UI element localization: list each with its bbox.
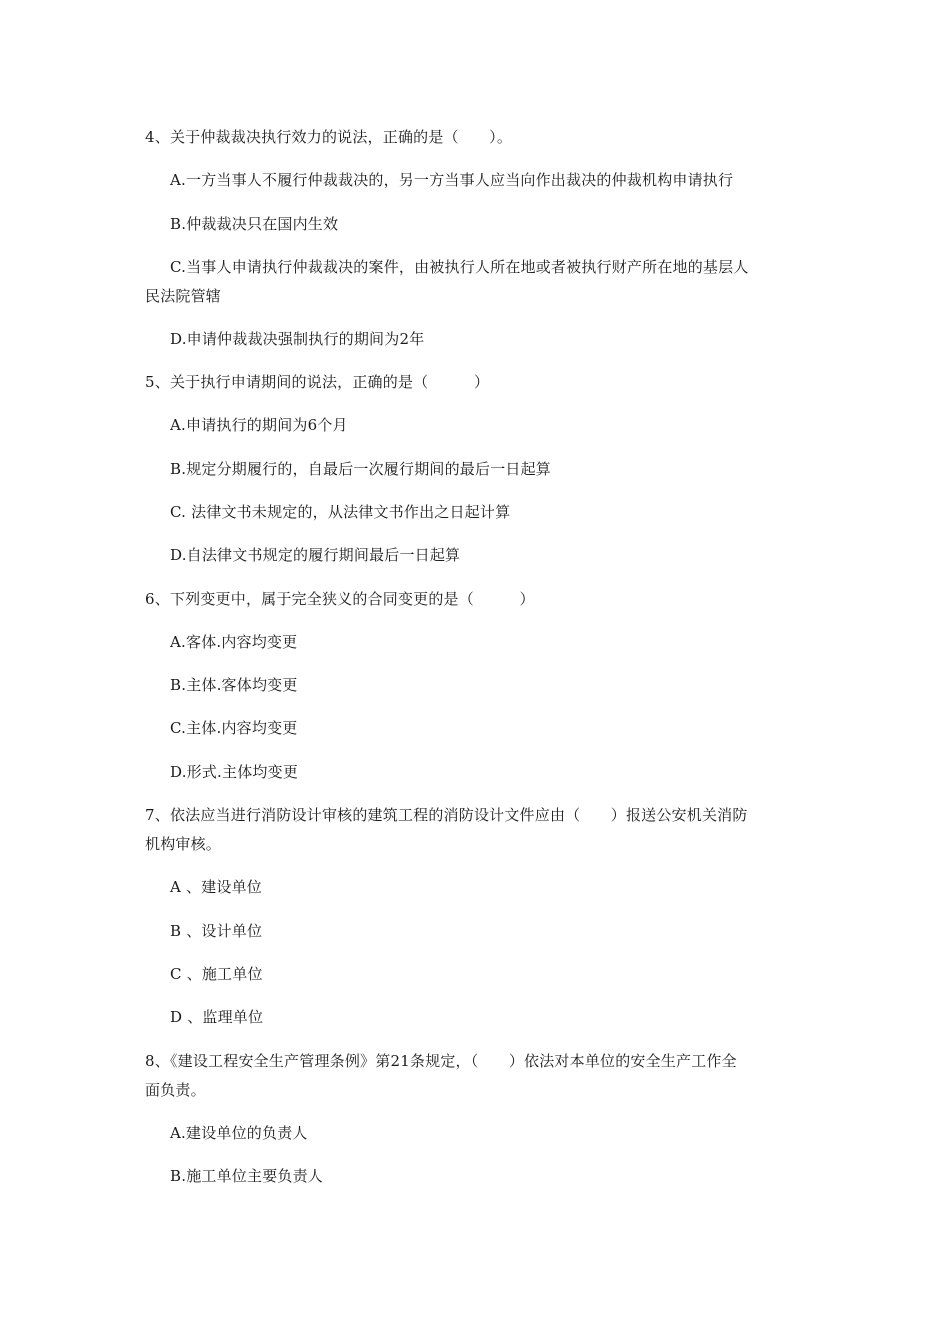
question-7-option-c: C 、施工单位 [170,965,263,983]
question-5-option-c: C. 法律文书未规定的，从法律文书作出之日起计算 [170,503,511,521]
question-8-stem-continuation: 面负责。 [145,1081,206,1099]
question-8-option-a: A.建设单位的负责人 [170,1124,308,1142]
question-4-option-b: B.仲裁裁决只在国内生效 [170,215,339,233]
question-6-option-a: A.客体.内容均变更 [170,633,298,651]
question-6-option-c: C.主体.内容均变更 [170,719,298,737]
question-5-option-b: B.规定分期履行的，自最后一次履行期间的最后一日起算 [170,460,551,478]
question-5-stem: 5、关于执行申请期间的说法，正确的是（ ） [145,373,490,391]
question-7-stem-continuation: 机构审核。 [145,835,222,853]
question-4-option-a: A.一方当事人不履行仲裁裁决的，另一方当事人应当向作出裁决的仲裁机构申请执行 [170,171,734,189]
question-6-option-b: B.主体.客体均变更 [170,676,298,694]
question-5-option-a: A.申请执行的期间为6个月 [170,416,348,434]
question-8-stem: 8、《建设工程安全生产管理条例》第21条规定，（ ）依法对本单位的安全生产工作全 [145,1052,737,1070]
question-7-option-a: A 、建设单位 [170,878,263,896]
question-4-option-c-continuation: 民法院管辖 [145,287,222,305]
question-7-option-d: D 、监理单位 [170,1008,264,1026]
question-4-option-c: C.当事人申请执行仲裁裁决的案件，由被执行人所在地或者被执行财产所在地的基层人 [170,258,749,276]
question-5-option-d: D.自法律文书规定的履行期间最后一日起算 [170,546,461,564]
question-4-stem: 4、关于仲裁裁决执行效力的说法，正确的是（ ）。 [145,128,513,146]
question-6-option-d: D.形式.主体均变更 [170,763,299,781]
question-4-option-d: D.申请仲裁裁决强制执行的期间为2年 [170,330,425,348]
question-7-option-b: B 、设计单位 [170,922,263,940]
question-8-option-b: B.施工单位主要负责人 [170,1167,323,1185]
question-6-stem: 6、下列变更中，属于完全狭义的合同变更的是（ ） [145,590,535,608]
question-7-stem: 7、依法应当进行消防设计审核的建筑工程的消防设计文件应由（ ）报送公安机关消防 [145,806,748,824]
